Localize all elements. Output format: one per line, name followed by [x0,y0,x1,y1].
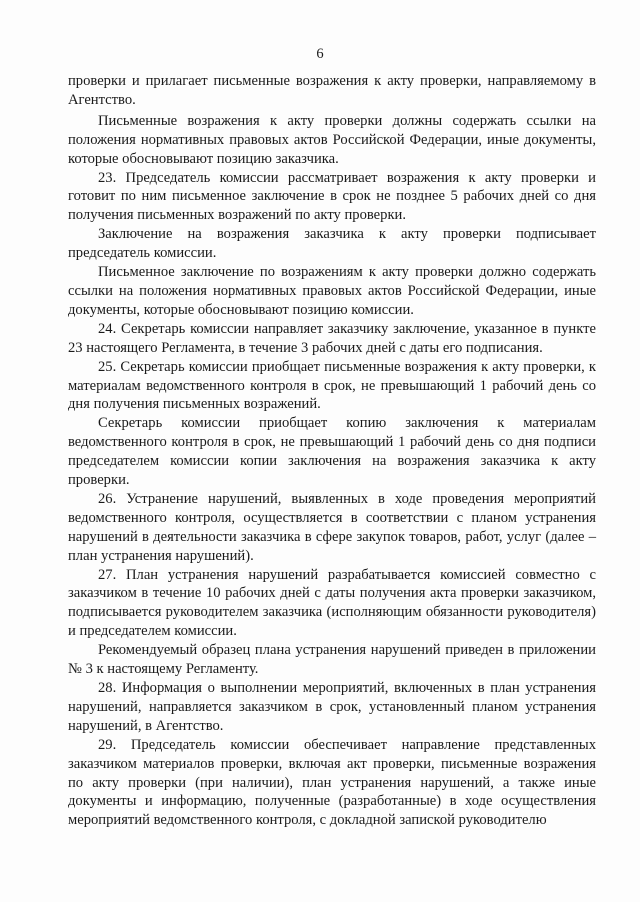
paragraph-clause-25: 25. Секретарь комиссии приобщает письменные возражения к акту проверки, к материалам ведомственного контроля в срок, не превышающий 1 рабочий день со дня получения письменных возражений. [68,358,596,413]
paragraph-clause-23: 23. Председатель комиссии рассматривает возражения к акту проверки и готовит по ним письменное заключение в срок не позднее 5 рабочих дней со дня получения письменных возражений по акту проверки. [68,169,596,224]
paragraph-clause-28: 28. Информация о выполнении мероприятий, включенных в план устранения нарушений, направляется заказчиком в срок, установленный планом устранения нарушений, в Агентство. [68,680,596,734]
paragraph-clause-29: 29. Председатель комиссии обеспечивает направление представленных заказчиком материалов проверки, включая акт проверки, письменные возражения по акту проверки (при наличии), план устранения нарушений, а также иные документы и информацию, полученные (разработанные) в ходе осуществления мероприятий ведомственного контроля, с докладной запиской руководителю [68,736,596,829]
paragraph: Заключение на возражения заказчика к акту проверки подписывает председатель комиссии. [68,226,596,262]
paragraph: Письменные возражения к акту проверки должны содержать ссылки на положения нормативных правовых актов Российской Федерации, иные документы, которые обосновывают позицию заказчика. [68,112,596,167]
document-body [68,72,596,830]
paragraph: Секретарь комиссии приобщает копию заключения к материалам ведомственного контроля в срок, не превышающий 1 рабочий день со дня подписи председателем комиссии копии заключения на возражения заказчика к акту проверки. [68,415,596,489]
paragraph-clause-26: 26. Устранение нарушений, выявленных в ходе проведения мероприятий ведомственного контроля, осуществляется в соответствии с планом устранения нарушений в деятельности заказчика в сфере закупок товаров, работ, услуг (далее – план устранения нарушений). [68,490,596,564]
paragraph: Рекомендуемый образец плана устранения нарушений приведен в приложении № 3 к настоящему Регламенту. [68,642,596,678]
page-number: 6 [316,46,324,62]
paragraph: Письменное заключение по возражениям к акту проверки должно содержать ссылки на положения нормативных правовых актов Российской Федерации, иные документы, которые обосновывают позицию комиссии. [68,264,596,318]
paragraph-clause-27: 27. План устранения нарушений разрабатывается комиссией совместно с заказчиком в течение 10 рабочих дней с даты получения акта проверки заказчиком, подписывается руководителем заказчика (исполняющим обязанности руководителя) и председателем комиссии. [68,566,596,640]
paragraph-clause-24: 24. Секретарь комиссии направляет заказчику заключение, указанное в пункте 23 настоящего Регламента, в течение 3 рабочих дней с даты его подписания. [68,320,596,356]
paragraph-continuation: проверки и прилагает письменные возражения к акту проверки, направляемому в Агентство. [68,73,596,108]
